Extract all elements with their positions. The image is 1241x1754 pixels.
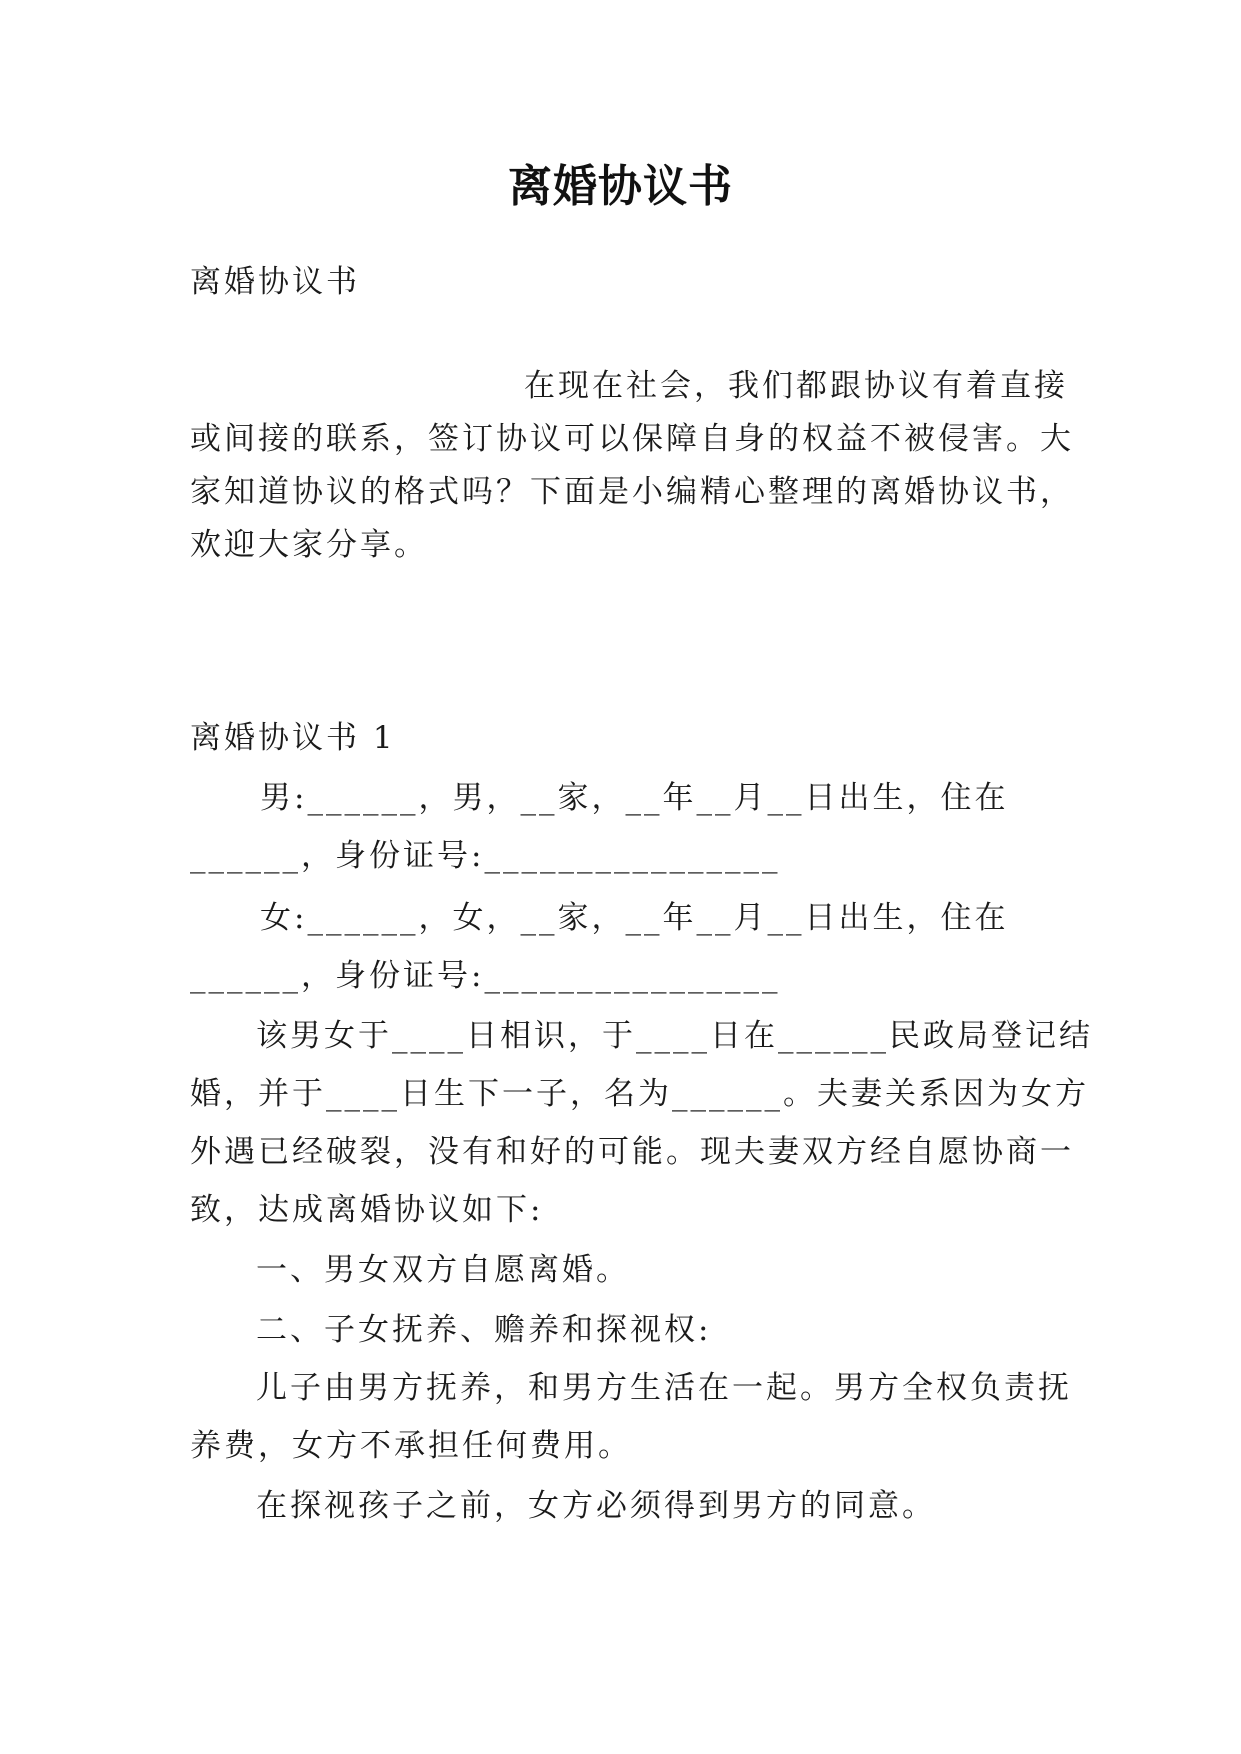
body-paragraph-1-line-4: 致，达成离婚协议如下: [190, 1192, 544, 1228]
body-paragraph-1-line-1: 该男女于____日相识，于____日在______民政局登记结 [256, 1018, 1093, 1054]
clause-item-2: 二、子女抚养、赡养和探视权: [256, 1312, 712, 1348]
body-paragraph-2-line-2: 养费，女方不承担任何费用。 [190, 1428, 632, 1464]
page-title: 离婚协议书 [508, 161, 733, 212]
clause-item-1: 一、男女双方自愿离婚。 [256, 1252, 630, 1288]
intro-line-2: 或间接的联系，签订协议可以保障自身的权益不被侵害。大 [190, 421, 1074, 457]
body-paragraph-3: 在探视孩子之前，女方必须得到男方的同意。 [256, 1488, 936, 1524]
intro-line-4: 欢迎大家分享。 [190, 527, 428, 563]
body-paragraph-2-line-1: 儿子由男方抚养，和男方生活在一起。男方全权负责抚 [256, 1370, 1072, 1406]
male-info-line-1: 男:______，男，__家，__年__月__日出生，住在 [260, 780, 1009, 816]
female-info-line-1: 女:______，女，__家，__年__月__日出生，住在 [260, 900, 1009, 936]
body-paragraph-1-line-3: 外遇已经破裂，没有和好的可能。现夫妻双方经自愿协商一 [190, 1134, 1074, 1170]
intro-line-1: 在现在社会，我们都跟协议有着直接 [524, 368, 1068, 404]
intro-line-3: 家知道协议的格式吗？下面是小编精心整理的离婚协议书， [190, 474, 1074, 510]
male-info-line-2: ______，身份证号:________________ [190, 838, 781, 874]
female-info-line-2: ______，身份证号:________________ [190, 958, 781, 994]
document-subtitle: 离婚协议书 [190, 264, 360, 300]
body-paragraph-1-line-2: 婚，并于____日生下一子，名为______。夫妻关系因为女方 [190, 1076, 1089, 1112]
section-heading: 离婚协议书 1 [190, 720, 396, 756]
